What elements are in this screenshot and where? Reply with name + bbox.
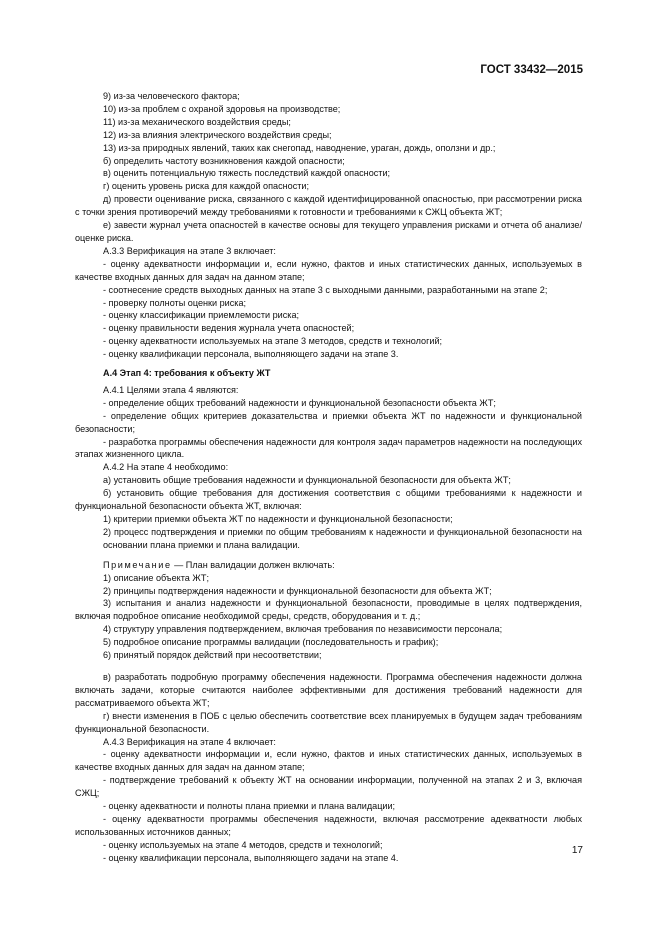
list-item: а) установить общие требования надежности и функциональной безопасности для объекта ЖТ;	[103, 475, 511, 486]
list-item: 9) из-за человеческого фактора;	[103, 91, 240, 101]
note-label: Примечание	[103, 559, 172, 570]
note-item: 4) структуру управления подтверждением, включая требования по независимости персонала;	[103, 624, 503, 635]
list-item: г) оценить уровень риска для каждой опасности;	[103, 181, 310, 192]
list-item: - определение общих требований надежности и функциональной безопасности объекта ЖТ;	[103, 397, 496, 408]
list-item: - определение общих критериев доказательства и приемки объекта ЖТ по надежности и функциональной безопасности;	[75, 410, 582, 434]
list-item: - оценку квалификации персонала, выполняющего задачи на этапе 4.	[103, 852, 399, 863]
note-item: 6) принятый порядок действий при несоответствии;	[103, 650, 322, 661]
section-title: А.4 Этап 4: требования к объекту ЖТ	[103, 368, 271, 379]
list-item: - подтверждение требований к объекту ЖТ на основании информации, полученной на этапах 2 и 3, включая СЖЦ;	[75, 775, 582, 799]
list-item: 11) из-за механического воздействия среды;	[103, 116, 291, 127]
list-item: 13) из-за природных явлений, таких как снегопад, наводнение, ураган, дождь, оползни и др.;	[103, 142, 496, 153]
page-number: 17	[571, 845, 583, 856]
list-item: е) завести журнал учета опасностей в качестве основы для текущего управления рисками и отчета об анализе/оценке риска.	[75, 220, 582, 243]
list-item: - оценку используемых на этапе 4 методов, средств и технологий;	[103, 839, 383, 850]
list-item: б) установить общие требования для достижения соответствия с общими требованиями к надежности и функциональной безопасности объекта ЖТ, включая:	[75, 488, 582, 512]
note-item: 5) подробное описание программы валидации (последовательность и график);	[103, 637, 439, 648]
list-item: - оценку адекватности используемых на этапе 3 методов, средств и технологий;	[103, 336, 443, 347]
section-heading: А.3.3 Верификация на этапе 3 включает:	[103, 245, 276, 256]
note-text: — План валидации должен включать:	[174, 559, 335, 570]
list-item: - оценку адекватности информации и, если нужно, фактов и иных статистических данных, используемых в качестве входных данных для задач на данном этапе;	[75, 258, 582, 282]
list-item: 10) из-за проблем с охраной здоровья на производстве;	[103, 103, 341, 114]
list-item: 2) процесс подтверждения и приемки по общим требованиям к надежности и функциональной безопасности на основании плана приемки и плана валидации.	[103, 526, 582, 550]
list-item: в) оценить потенциальную тяжесть последствий каждой опасности;	[103, 168, 391, 179]
list-item: - оценку классификации приемлемости риска;	[103, 310, 300, 321]
list-item: - проверку полноты оценки риска;	[103, 297, 247, 308]
list-item: 12) из-за влияния электрического воздействия среды;	[103, 129, 332, 140]
section-heading: А.4.3 Верификация на этапе 4 включает:	[103, 736, 276, 747]
note-header	[75, 559, 582, 572]
list-item: г) внести изменения в ПОБ с целью обеспечить соответствие всех планируемых в будущем задач требованиям функциональной безопасности.	[75, 710, 582, 734]
list-item: 1) критерии приемки объекта ЖТ по надежности и функциональной безопасности;	[103, 514, 453, 524]
list-item: - разработка программы обеспечения надежности для контроля задач параметров надежности на последующих этапах жизненного цикла.	[75, 436, 582, 460]
section-heading: А.4.2 На этапе 4 необходимо:	[103, 462, 229, 473]
standard-header: ГОСТ 33432—2015	[480, 64, 583, 76]
note-item: 3) испытания и анализ надежности и функциональной безопасности, проводимые в целях подтверждения, включая подробное описание необходимой среды, средств, оборудования и т. д.;	[75, 598, 582, 622]
list-item: д) провести оценивание риска, связанного с каждой идентифицированной опасностью, при рассмотрении риска с точки зрения противоречий между требованиями к готовности и требованиями к СЖЦ объекта ЖТ;	[75, 194, 582, 218]
list-item: - оценку адекватности информации и, если нужно, фактов и иных статистических данных, используемых в качестве входных данных для задач на данном этапе;	[75, 749, 582, 773]
note-item: 2) принципы подтверждения надежности и функциональной безопасности для объекта ЖТ;	[103, 585, 492, 596]
section-heading: А.4.1 Целями этапа 4 являются:	[103, 384, 239, 395]
list-item: в) разработать подробную программу обеспечения надежности. Программа обеспечения надежности должна включать задачи, которые считаются наиболее эффективными для достижения требований надежности для рассматриваемого объекта ЖТ;	[75, 671, 582, 708]
list-item: - соотнесение средств выходных данных на этапе 3 с выходными данными, разработанными на этапе 2;	[103, 284, 548, 295]
list-item: - оценку адекватности и полноты плана приемки и плана валидации;	[103, 801, 396, 812]
document-body	[75, 90, 582, 865]
list-item: - оценку правильности ведения журнала учета опасностей;	[103, 323, 355, 334]
list-item: б) определить частоту возникновения каждой опасности;	[103, 155, 345, 166]
note-item: 1) описание объекта ЖТ;	[103, 572, 209, 583]
list-item: - оценку квалификации персонала, выполняющего задачи на этапе 3.	[103, 349, 399, 360]
list-item: - оценку адекватности программы обеспечения надежности, включая рассмотрение адекватности любых использованных источников данных;	[75, 813, 582, 837]
